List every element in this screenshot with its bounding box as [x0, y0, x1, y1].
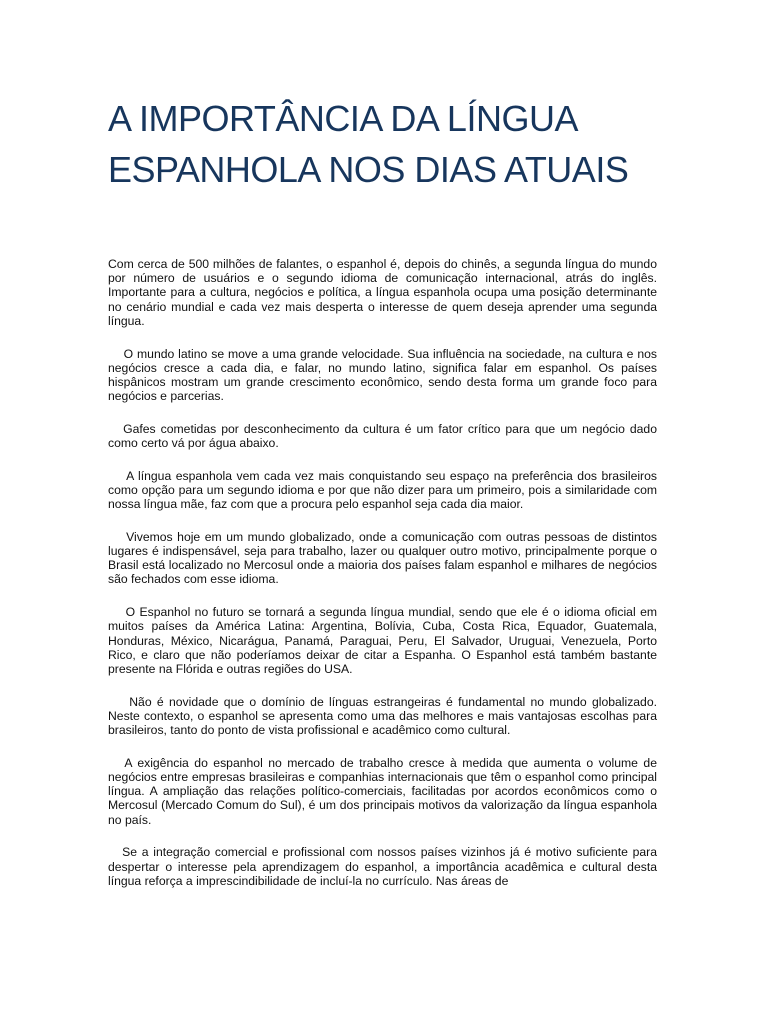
- paragraph-3: Gafes cometidas por desconhecimento da cultura é um fator crítico para que um negócio dado como certo vá por água abaixo.: [108, 421, 661, 451]
- paragraph-4: A língua espanhola vem cada vez mais conquistando seu espaço na preferência dos brasileiros como opção para um segundo idioma e por que não dizer para um primeiro, pois a similaridade com nossa língua mãe, faz com que a procura pelo espanhol seja cada dia maior.: [108, 468, 661, 512]
- paragraph-8: A exigência do espanhol no mercado de trabalho cresce à medida que aumenta o volume de negócios entre empresas brasileiras e companhias internacionais que têm o espanhol como principal língua. A ampliação das relações político-comerciais, facilitadas por acordos econômicos como o Mercosul (Mercado Comum do Sul), é um dos principais motivos da valorização da língua espanhola no país.: [108, 755, 661, 827]
- document-title: A IMPORTÂNCIA DA LÍNGUA ESPANHOLA NOS DIAS ATUAIS: [108, 98, 629, 190]
- paragraph-9: Se a integração comercial e profissional com nossos países vizinhos já é motivo suficiente para despertar o interesse pela aprendizagem do espanhol, a importância acadêmica e cultural desta língua reforça a imprescindibilidade de incluí-la no currículo. Nas áreas de: [108, 845, 661, 888]
- document-body: [108, 257, 661, 906]
- paragraph-2: O mundo latino se move a uma grande velocidade. Sua influência na sociedade, na cultura e nos negócios cresce a cada dia, e falar, no mundo latino, significa falar em espanhol. Os países hispânicos mostram um grande crescimento econômico, sendo desta forma um grande foco para negócios e parcerias.: [108, 346, 661, 404]
- paragraph-6: O Espanhol no futuro se tornará a segunda língua mundial, sendo que ele é o idioma oficial em muitos países da América Latina: Argentina, Bolívia, Cuba, Costa Rica, Equador, Guatemala, Honduras, México, Nicarágua, Panamá, Paraguai, Peru, El Salvador, Uruguai, Venezuela, Porto Rico, e claro que não poderíamos deixar de citar a Espanha. O Espanhol está também bastante presente na Flórida e outras regiões do USA.: [108, 605, 661, 676]
- paragraph-7: Não é novidade que o domínio de línguas estrangeiras é fundamental no mundo globalizado. Neste contexto, o espanhol se apresenta como uma das melhores e mais vantajosas escolhas para brasileiros, tanto do ponto de vista profissional e acadêmico como cultural.: [108, 694, 661, 738]
- paragraph-5: Vivemos hoje em um mundo globalizado, onde a comunicação com outras pessoas de distintos lugares é indispensável, seja para trabalho, lazer ou qualquer outro motivo, principalmente porque o Brasil está localizado no Mercosul onde a maioria dos países falam espanhol e milhares de negócios são fechados com esse idioma.: [108, 529, 661, 587]
- paragraph-1: Com cerca de 500 milhões de falantes, o espanhol é, depois do chinês, a segunda língua do mundo por número de usuários e o segundo idioma de comunicação internacional, atrás do inglês. Importante para a cultura, negócios e política, a língua espanhola ocupa uma posição determinante no cenário mundial e cada vez mais desperta o interesse de quem deseja aprender uma segunda língua.: [108, 257, 661, 328]
